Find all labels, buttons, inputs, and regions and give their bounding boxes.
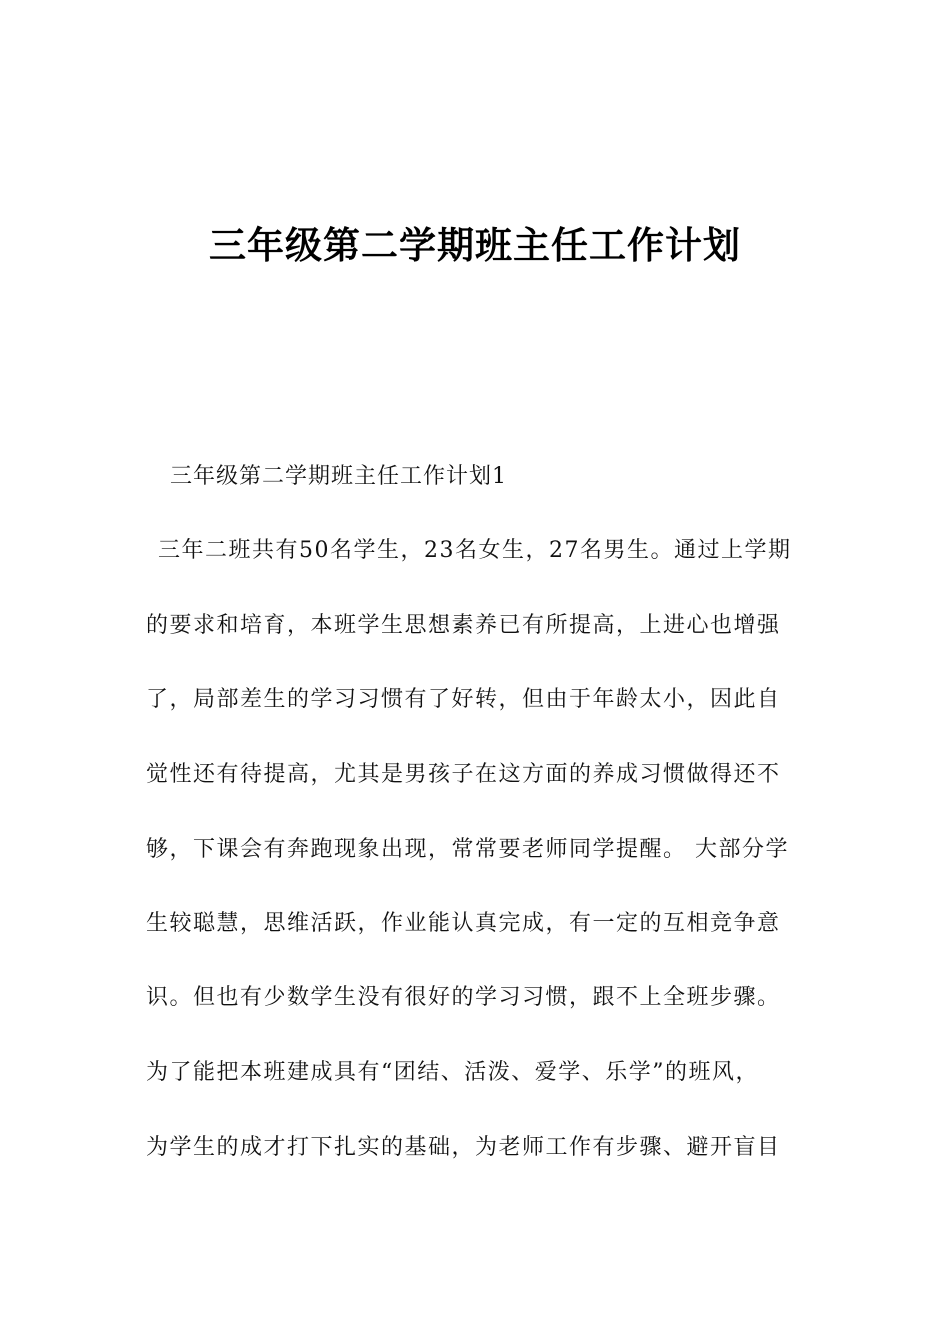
section-heading: 三年级第二学期班主任工作计划1 — [170, 464, 507, 489]
paragraph-line-2: 的要求和培育，本班学生思想素养已有所提高，上进心也增强 — [146, 613, 781, 638]
paragraph-line-4: 觉性还有待提高，尤其是男孩子在这方面的养成习惯做得还不 — [146, 762, 781, 787]
paragraph-line-1: 三年二班共有50名学生，23名女生，27名男生。通过上学期 — [158, 538, 792, 563]
paragraph-line-6: 生较聪慧，思维活跃，作业能认真完成，有一定的互相竞争意 — [146, 911, 781, 936]
paragraph-line-9: 为学生的成才打下扎实的基础，为老师工作有步骤、避开盲目 — [146, 1135, 781, 1160]
paragraph-line-8: 为了能把本班建成具有“团结、活泼、爱学、乐学”的班风， — [146, 1060, 759, 1085]
paragraph-line-5: 够，下课会有奔跑现象出现，常常要老师同学提醒。 大部分学 — [146, 837, 789, 862]
paragraph-line-3: 了，局部差生的学习习惯有了好转，但由于年龄太小，因此自 — [146, 687, 781, 712]
paragraph-line-7: 识。但也有少数学生没有很好的学习习惯，跟不上全班步骤。 — [146, 985, 781, 1010]
document-title: 三年级第二学期班主任工作计划 — [209, 224, 741, 267]
